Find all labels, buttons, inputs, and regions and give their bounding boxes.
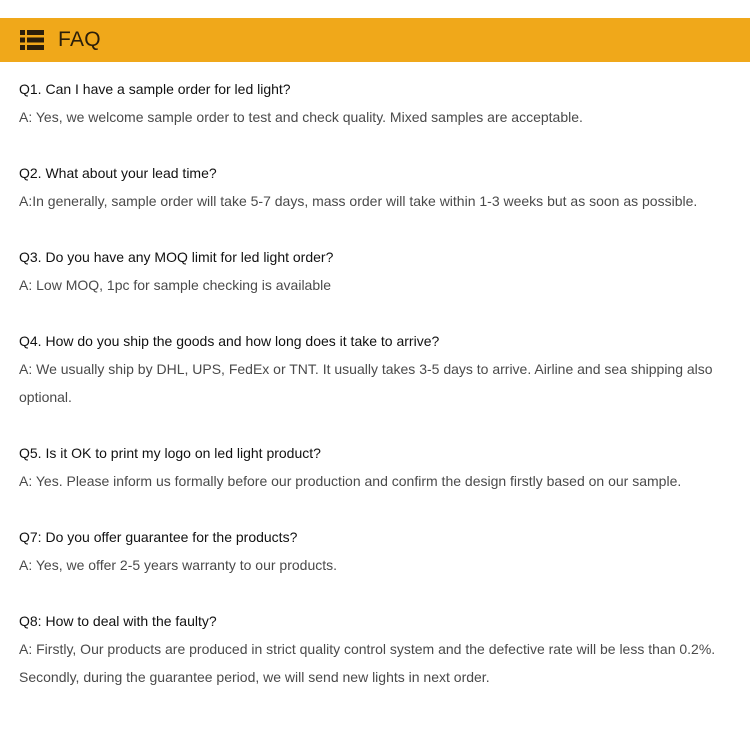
faq-question: Q8: How to deal with the faulty? bbox=[19, 613, 217, 629]
faq-answer: A: Firstly, Our products are produced in strict quality control system and the defective rate will be less than 0.2%. bbox=[19, 641, 716, 657]
faq-question: Q2. What about your lead time? bbox=[19, 165, 217, 181]
faq-question: Q1. Can I have a sample order for led light? bbox=[19, 81, 291, 97]
faq-answer: A: We usually ship by DHL, UPS, FedEx or TNT. It usually takes 3-5 days to arrive. Airline and sea shipping also optional. bbox=[19, 361, 713, 405]
faq-question: Q7: Do you offer guarantee for the products? bbox=[19, 529, 298, 545]
faq-answer: A: Yes. Please inform us formally before our production and confirm the design firstly based on our sample. bbox=[19, 473, 682, 489]
faq-item bbox=[19, 327, 719, 411]
faq-header bbox=[0, 18, 750, 62]
faq-question: Q5. Is it OK to print my logo on led light product? bbox=[19, 445, 321, 461]
list-icon bbox=[20, 30, 44, 50]
faq-answer: A: Yes, we welcome sample order to test and check quality. Mixed samples are acceptable. bbox=[19, 109, 583, 125]
faq-question: Q4. How do you ship the goods and how long does it take to arrive? bbox=[19, 333, 440, 349]
faq-question: Q3. Do you have any MOQ limit for led light order? bbox=[19, 249, 334, 265]
faq-item bbox=[19, 243, 719, 299]
faq-list bbox=[19, 75, 719, 719]
faq-answer: A: Low MOQ, 1pc for sample checking is available bbox=[19, 277, 332, 293]
faq-item bbox=[19, 607, 719, 691]
faq-item bbox=[19, 159, 719, 215]
faq-item bbox=[19, 439, 719, 495]
page-title: FAQ bbox=[58, 28, 101, 51]
faq-answer: A: Yes, we offer 2-5 years warranty to our products. bbox=[19, 557, 338, 573]
faq-answer: A:In generally, sample order will take 5-7 days, mass order will take within 1-3 weeks but as soon as possible. bbox=[19, 193, 698, 209]
faq-item bbox=[19, 75, 719, 131]
faq-item bbox=[19, 523, 719, 579]
faq-answer: Secondly, during the guarantee period, we will send new lights in next order. bbox=[19, 669, 490, 685]
